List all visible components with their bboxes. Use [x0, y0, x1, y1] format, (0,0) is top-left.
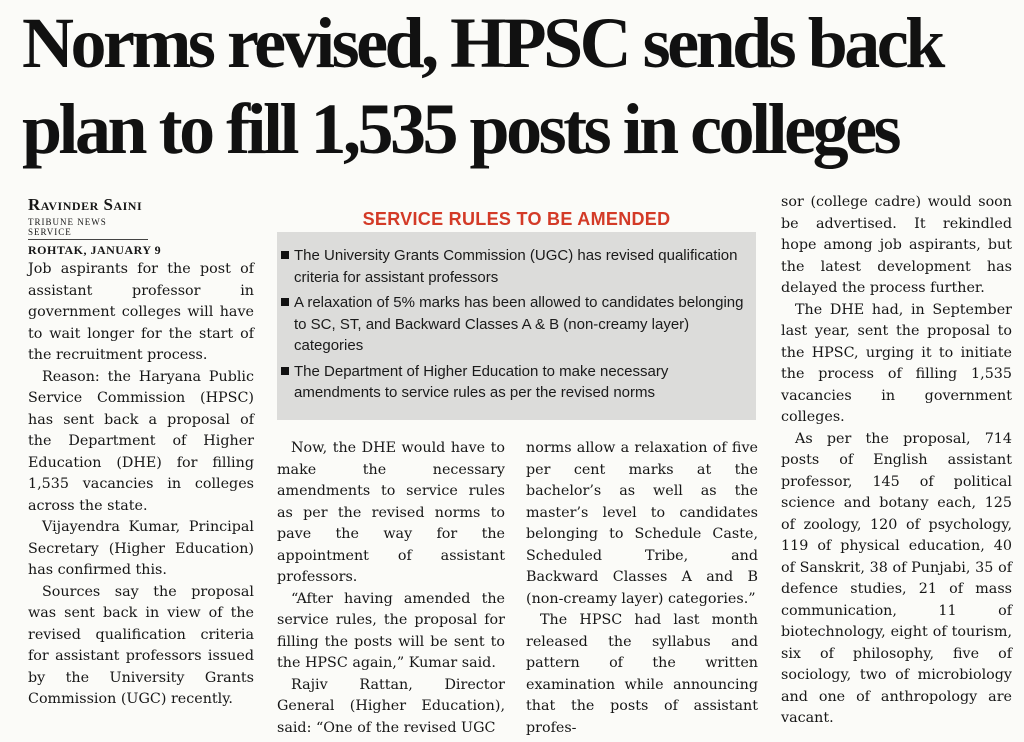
- sidebar-box: [277, 205, 756, 420]
- paragraph: Sources say the proposal was sent back in view of the revised qualification criteria for assistant professors issued by the University Grants Commission (UGC) recently.: [28, 583, 254, 707]
- paragraph: Vijayendra Kumar, Principal Secretary (Higher Education) has confirmed this.: [28, 519, 254, 578]
- headline-line-1: Norms revised, HPSC sends back: [22, 3, 942, 83]
- paragraph: The HPSC had last month released the syllabus and pattern of the written examination while announcing that the posts of assistant profes-: [526, 612, 758, 736]
- byline: [28, 195, 148, 240]
- square-bullet-icon: [281, 298, 289, 306]
- square-bullet-icon: [281, 367, 289, 375]
- sidebar-list-item: [277, 361, 747, 404]
- sidebar-list-item: [277, 292, 747, 357]
- paragraph: “After having amended the service rules, the proposal for filling the posts will be sent to the HPSC again,” Kumar said.: [277, 590, 505, 671]
- headline-line-2: plan to fill 1,535 posts in colleges: [22, 89, 899, 169]
- sidebar-title-text: SERVICE RULES TO BE AMENDED: [355, 209, 679, 229]
- square-bullet-icon: [281, 251, 289, 259]
- paragraph: The DHE had, in September last year, sent the proposal to the HPSC, urging it to initiate the process of filling 1,535 vacancies in government colleges.: [781, 301, 1012, 425]
- sidebar-item-text: A relaxation of 5% marks has been allowed to candidates belonging to SC, ST, and Backward Classes A & B (non-creamy layer) categories: [294, 294, 744, 354]
- sidebar-list: [277, 245, 747, 408]
- article-column-1: [28, 259, 254, 711]
- sidebar-title: [277, 205, 756, 232]
- paragraph: Now, the DHE would have to make the necessary amendments to service rules as per the revised norms to pave the way for the appointment of assistant professors.: [277, 440, 505, 585]
- paragraph: norms allow a relaxation of five per cent marks at the bachelor’s as well as the master’s level to candidates belonging to Schedule Caste, Scheduled Tribe, and Backward Classes A and B (non-creamy layer) categories.”: [526, 440, 758, 607]
- sidebar-item-text: The Department of Higher Education to make necessary amendments to service rules as per the revised norms: [294, 362, 669, 401]
- paragraph: Job aspirants for the post of assistant professor in government colleges will have to wait longer for the start of the recruitment process.: [28, 261, 254, 363]
- paragraph: As per the proposal, 714 posts of English assistant professor, 145 of political science and botany each, 125 of zoology, 120 of psychology, 119 of physical education, 40 of Sanskrit, 38 of Punjabi, 35 of defence studies, 21 of mass communication, 11 of biotechnology, eight of tourism, six of philosophy, five of sociology, two of microbiology and one of anthropology are vacant.: [781, 430, 1012, 726]
- paragraph: Rajiv Rattan, Director General (Higher Education), said: “One of the revised UGC: [277, 676, 505, 736]
- paragraph: sor (college cadre) would soon be advertised. It rekindled hope among job aspirants, but the latest development has delayed the process further.: [781, 194, 1012, 296]
- article-column-2: [277, 438, 505, 739]
- article-column-4: [781, 192, 1012, 730]
- article-column-3: [526, 438, 758, 739]
- headline: [22, 0, 1012, 172]
- author-name: Ravinder Saini: [28, 195, 143, 214]
- paragraph: Reason: the Haryana Public Service Commission (HPSC) has sent back a proposal of the Department of Higher Education (DHE) for filling 1,535 vacancies in colleges across the state.: [28, 368, 254, 514]
- sidebar-list-item: [277, 245, 747, 288]
- news-agency: TRIBUNE NEWS SERVICE: [28, 217, 148, 240]
- sidebar-item-text: The University Grants Commission (UGC) has revised qualification criteria for assistant professors: [294, 247, 738, 286]
- dateline: ROHTAK, JANUARY 9: [28, 243, 162, 257]
